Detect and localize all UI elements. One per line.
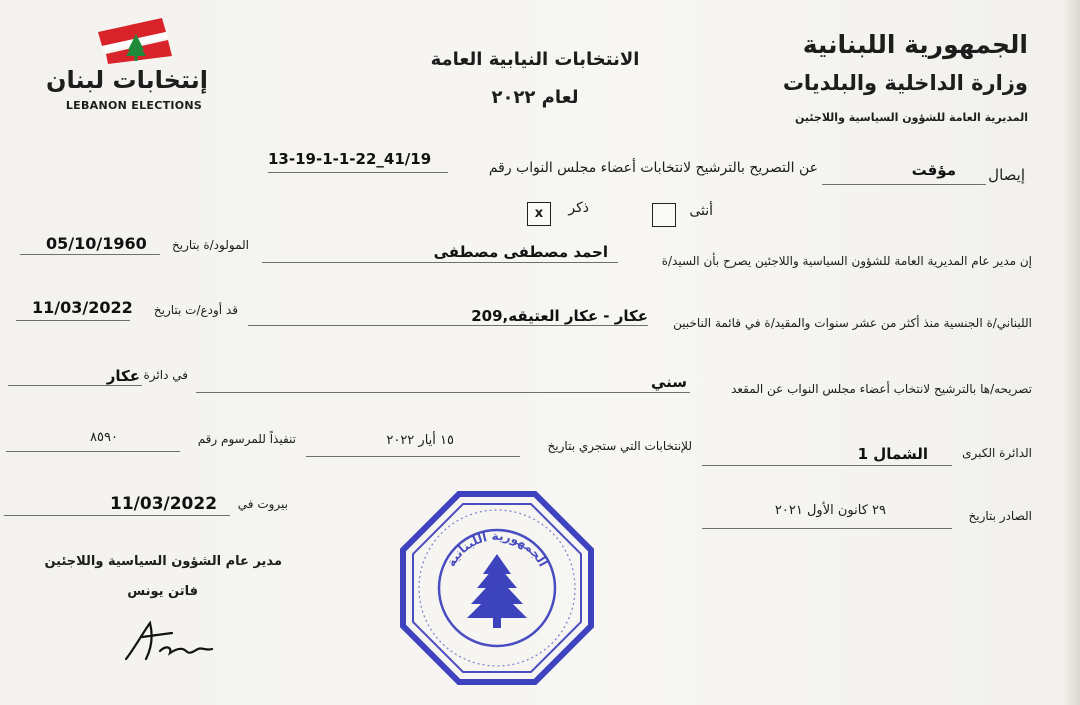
female-label: أنثى (689, 203, 713, 219)
election-year: لعام ٢٠٢٢ (491, 87, 579, 108)
declaration-text: تصريحه/ها بالترشيح لانتخاب أعضاء مجلس النواب عن المقعد (731, 382, 1032, 396)
republic-title: الجمهورية اللبنانية (802, 30, 1028, 59)
deposit-date-line (16, 320, 130, 321)
beirut-date-line (4, 515, 230, 516)
handwritten-signature (120, 615, 220, 665)
election-title: الانتخابات النيابية العامة (430, 49, 640, 70)
signatory-title: مدير عام الشؤون السياسية واللاجئين (44, 554, 282, 569)
decree-number-value: ٨٥٩٠ (90, 430, 118, 445)
elections-date-label: للإنتخابات التي ستجري بتاريخ (547, 439, 692, 453)
major-district-line (702, 465, 952, 466)
receipt-type-value: مؤقت (911, 161, 956, 179)
nationality-text: اللبناني/ة الجنسية منذ أكثر من عشر سنوات والمقيد/ة في قائمة الناخبين (673, 316, 1032, 330)
logo-text-english: LEBANON ELECTIONS (65, 99, 203, 112)
receipt-type-line (822, 184, 986, 185)
birth-date-value: 05/10/1960 (46, 234, 147, 253)
female-checkbox (652, 203, 676, 227)
stamp-text: الجمهورية اللبنانية (443, 528, 551, 569)
elections-date-line (306, 456, 520, 457)
male-check-mark: x (534, 206, 544, 221)
deposited-label: قد أودع/ت بتاريخ (153, 303, 238, 317)
born-label: المولود/ة بتاريخ (172, 238, 249, 252)
deposit-date-value: 11/03/2022 (32, 298, 133, 317)
candidate-name-line (262, 262, 618, 263)
issued-date-line (702, 528, 952, 529)
major-district-label: الدائرة الكبرى (962, 446, 1032, 460)
district-line (8, 385, 142, 386)
signatory-name: فاتن يونس (127, 584, 198, 599)
birth-date-line (20, 254, 160, 255)
beirut-label: بيروت في (237, 497, 288, 511)
receipt-number-value: 13-19-1-1-22_41/19 (268, 150, 432, 168)
flag-cedar-icon (84, 12, 194, 64)
director-statement: إن مدير عام المديرية العامة للشؤون السياسية واللاجئين يصرح بأن السيد/ة (661, 254, 1032, 268)
cedar-icon (467, 554, 527, 628)
male-label: ذكر (568, 200, 589, 216)
major-district-value: الشمال 1 (857, 445, 928, 463)
voter-registry-line (248, 325, 648, 326)
seat-value: سني (650, 373, 687, 391)
page-edge-shadow (1062, 0, 1080, 705)
ministry-title: وزارة الداخلية والبلديات (782, 71, 1028, 95)
district-label: في دائرة (143, 368, 188, 382)
voter-registry-value: عكار - عكار العتيقه,209 (471, 307, 648, 325)
receipt-label: إيصال (988, 166, 1025, 184)
receipt-number-line (268, 172, 448, 173)
male-checkbox (527, 202, 551, 226)
decree-number-line (6, 451, 180, 452)
issued-date-value: ٢٩ كانون الأول ٢٠٢١ (774, 503, 886, 518)
decree-label: تنفيذاً للمرسوم رقم (197, 432, 296, 446)
candidate-name-value: احمد مصطفى مصطفى (433, 243, 608, 261)
about-text: عن التصريح بالترشيح لانتخابات أعضاء مجلس النواب رقم (488, 160, 818, 176)
directorate-title: المديرية العامة للشؤون السياسية واللاجئين (795, 111, 1028, 124)
seat-line (196, 392, 690, 393)
beirut-date-value: 11/03/2022 (110, 494, 218, 514)
elections-date-value: ١٥ أيار ٢٠٢٢ (386, 433, 454, 448)
logo-text-arabic: إنتخابات لبنان (46, 66, 208, 94)
district-value: عكار (106, 367, 140, 385)
issued-label: الصادر بتاريخ (968, 509, 1032, 523)
official-stamp (397, 488, 597, 688)
